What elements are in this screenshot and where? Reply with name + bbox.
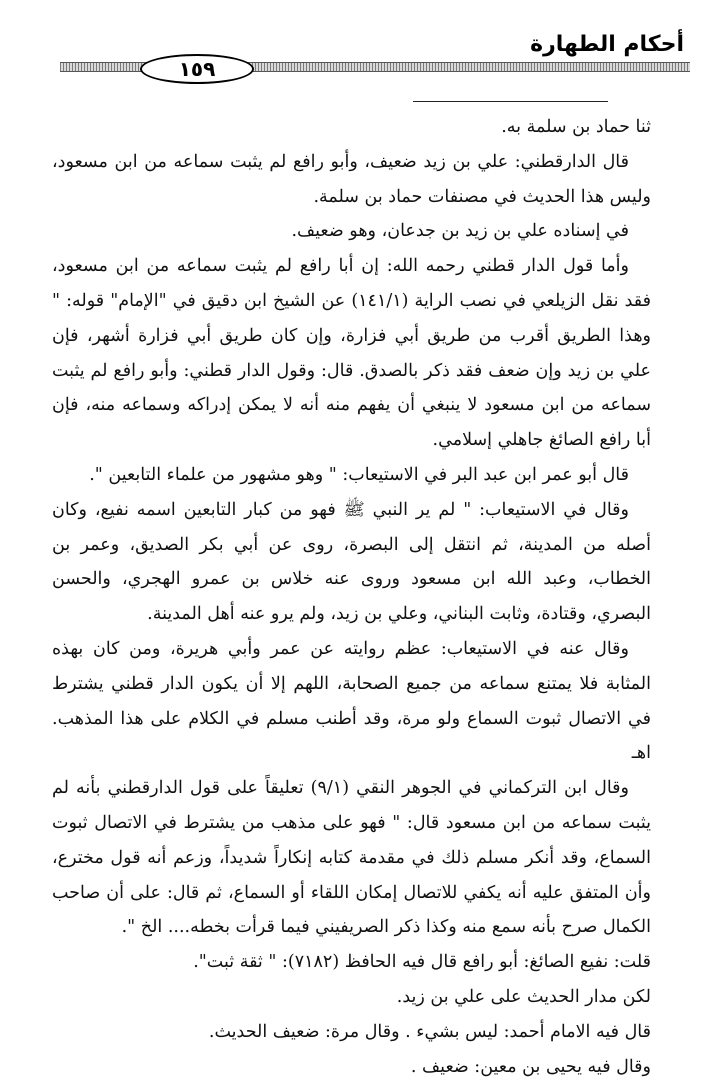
paragraph: وقال ابن التركماني في الجوهر النقي (٩/١) تعليقاً على قول الدارقطني بأنه لم يثبت سماعه من ابن مسعود قال: " فهو على مذهب من يشترط في الاتصال ثبوت السماع، وقد أنكر مسلم ذلك في مقدمة كتابه إنكاراً شديداً، وزعم أنه قول مخترع، وأن المتفق عليه أنه يكفي للاتصال إمكان اللقاء أو السماع، ثم قال: على أن صاحب الكمال صرح بأنه سمع منه وكذا ذكر الصريفيني فيما قرأت بخطه.... الخ ". <box>52 778 651 938</box>
paragraph: في إسناده علي بن زيد بن جدعان، وهو ضعيف. <box>291 221 629 242</box>
paragraph: قال فيه الامام أحمد: ليس بشيء . وقال مرة: ضعيف الحديث. <box>208 1021 651 1042</box>
paragraph: وقال فيه يحيى بن معين: ضعيف . <box>410 1056 651 1077</box>
paragraph: قال أبو عمر ابن عبد البر في الاستيعاب: " وهو مشهور من علماء التابعين ". <box>89 464 629 485</box>
paragraph: وقال عنه في الاستيعاب: عظم روايته عن عمر وأبي هريرة، ومن كان بهذه المثابة فلا يمتنع سماعه من جميع الصحابة، اللهم إلا أن يكون الدار قطني يشترط في الاتصال ثبوت السماع ولو مرة، وقد أطنب مسلم في الكلام على هذا المذهب. اهـ <box>52 638 651 764</box>
book-title: أحكام الطهارة <box>530 32 684 57</box>
paragraph: قلت: نفيع الصائغ: أبو رافع قال فيه الحافظ (٧١٨٢): " ثقة ثبت". <box>193 952 651 973</box>
paragraph: ثنا حماد بن سلمة به. <box>501 117 651 137</box>
page-body <box>52 110 651 1084</box>
paragraph: وأما قول الدار قطني رحمه الله: إن أبا رافع لم يثبت سماعه من ابن مسعود، فقد نقل الزيلعي في نصب الراية (١٤١/١) عن الشيخ ابن دقيق في "الإمام" قوله: " وهذا الطريق أقرب من طريق أبي فزارة، وإن كان طريق أبي فزارة أشهر، فإن علي بن زيد وإن ضعف فقد ذكر بالصدق. قال: وقول الدار قطني: وأبو رافع لم يثبت سماعه من ابن مسعود لا ينبغي أن يفهم منه أنه لا يمكن إدراكه وسماعه منه، فإن أبا رافع الصائغ جاهلي إسلامي. <box>52 256 651 451</box>
top-rule <box>413 101 608 102</box>
page-header <box>60 28 690 84</box>
page-number: ١٥٩ <box>140 54 254 84</box>
paragraph: وقال في الاستيعاب: " لم ير النبي ﷺ فهو من كبار التابعين اسمه نفيع، وكان أصله من المدينة، ثم انتقل إلى البصرة، روى عن أبي بكر الصديق، وعمر بن الخطاب، وعبد الله ابن مسعود وروى عنه خلاس بن عمرو الهجري، والحسن البصري، وقتادة، وثابت البناني، وعلي بن زيد، ولم يرو عنه أهل المدينة. <box>52 499 651 625</box>
paragraph: لكن مدار الحديث على علي بن زيد. <box>396 986 651 1007</box>
paragraph: قال الدارقطني: علي بن زيد ضعيف، وأبو رافع لم يثبت سماعه من ابن مسعود، وليس هذا الحديث في مصنفات حماد بن سلمة. <box>52 151 651 207</box>
